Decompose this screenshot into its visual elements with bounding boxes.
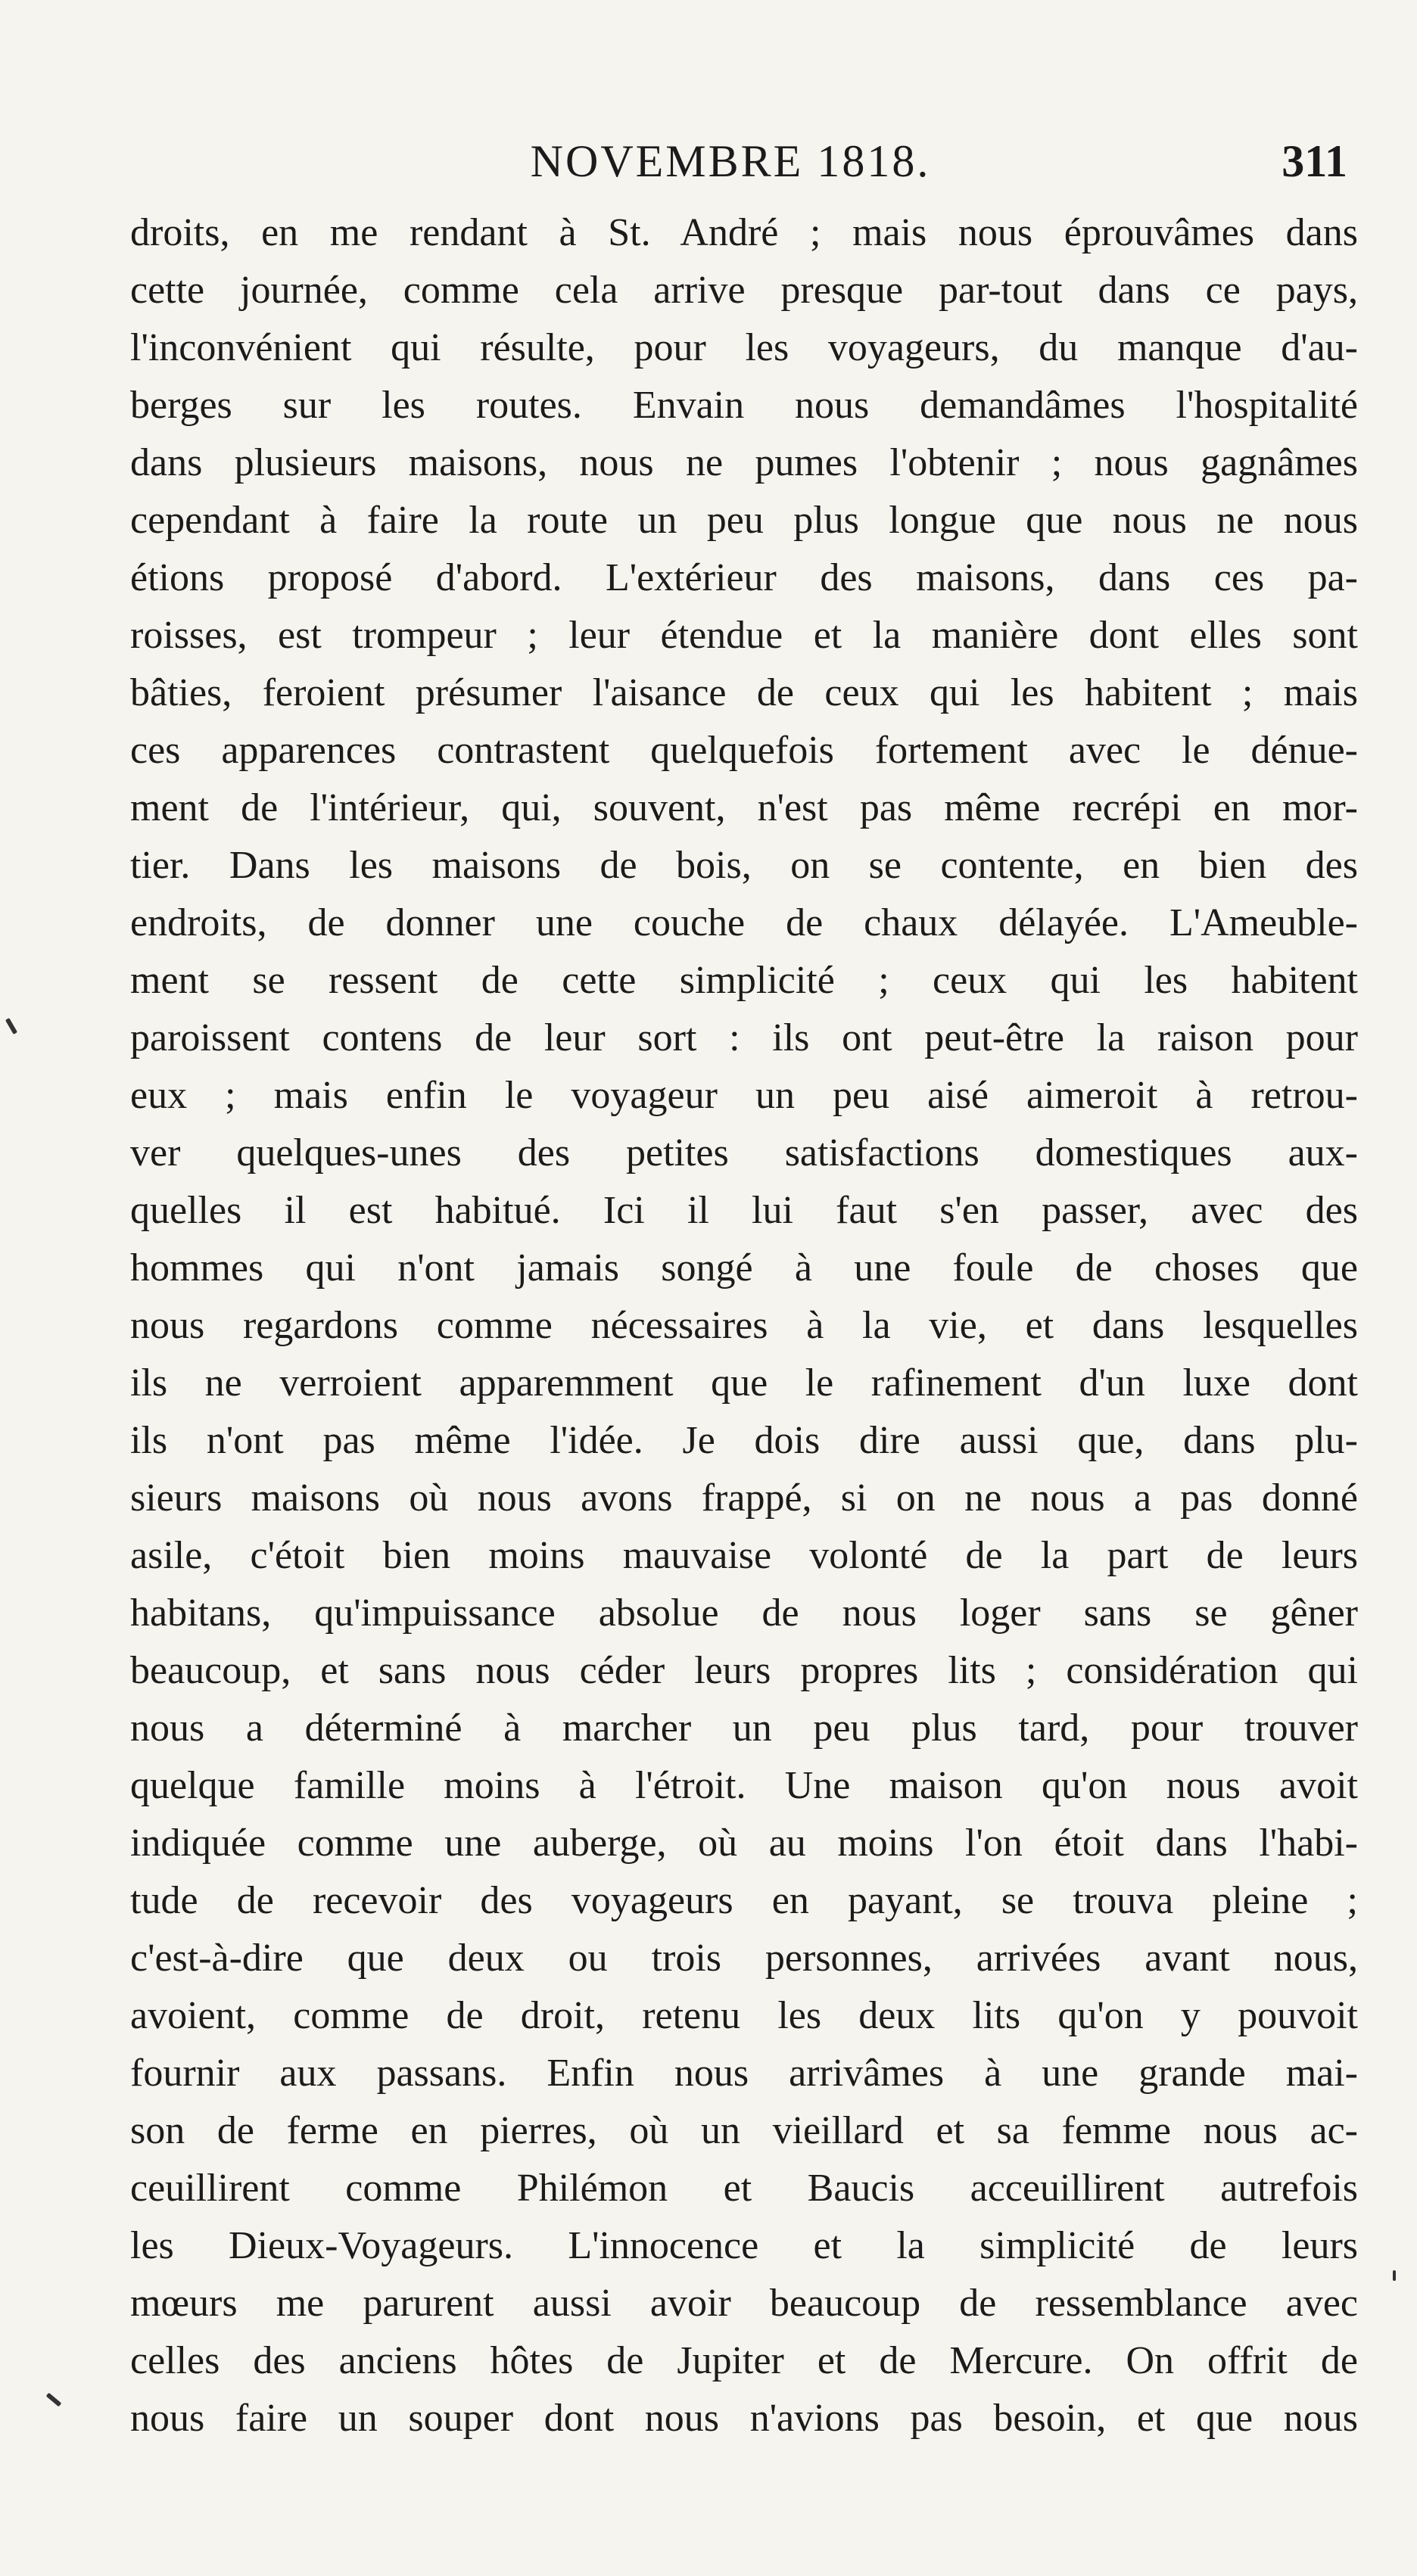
text-line: ceuillirent comme Philémon et Baucis acceuillirent autrefois [130, 2167, 1358, 2210]
text-line: indiquée comme une auberge, où au moins l'on étoit dans l'habi- [130, 1822, 1358, 1865]
text-line: roisses, est trompeur ; leur étendue et la manière dont elles sont [130, 614, 1358, 657]
text-line: nous a déterminé à marcher un peu plus tard, pour trouver [130, 1706, 1358, 1750]
text-line: avoient, comme de droit, retenu les deux lits qu'on y pouvoit [130, 1994, 1358, 2037]
text-line: ces apparences contrastent quelquefois fortement avec le dénue- [130, 729, 1358, 772]
text-line: tude de recevoir des voyageurs en payant, se trouva pleine ; [130, 1879, 1358, 1922]
text-line: celles des anciens hôtes de Jupiter et de Mercure. On offrit de [130, 2339, 1358, 2382]
text-line: mœurs me parurent aussi avoir beaucoup de ressemblance avec [130, 2282, 1358, 2325]
text-line: quelles il est habitué. Ici il lui faut s'en passer, avec des [130, 1189, 1358, 1232]
text-line: l'inconvénient qui résulte, pour les voyageurs, du manque d'au- [130, 326, 1358, 369]
text-line: ment de l'intérieur, qui, souvent, n'est pas même recrépi en mor- [130, 786, 1358, 829]
text-line: nous faire un souper dont nous n'avions pas besoin, et que nous [130, 2397, 1358, 2440]
text-line: droits, en me rendant à St. André ; mais nous éprouvâmes dans [130, 211, 1358, 254]
text-line: ver quelques-unes des petites satisfactions domestiques aux- [130, 1131, 1358, 1174]
text-line: berges sur les routes. Envain nous demandâmes l'hospitalité [130, 384, 1358, 427]
text-line: habitans, qu'impuissance absolue de nous loger sans se gêner [130, 1591, 1358, 1635]
text-line: hommes qui n'ont jamais songé à une foule de choses que [130, 1246, 1358, 1290]
running-head [114, 127, 1347, 195]
page-number: 311 [1282, 136, 1347, 186]
text-line: cependant à faire la route un peu plus longue que nous ne nous [130, 499, 1358, 542]
text-line: c'est-à-dire que deux ou trois personnes, arrivées avant nous, [130, 1937, 1358, 1980]
margin-mark [5, 1018, 17, 1034]
text-line: dans plusieurs maisons, nous ne pumes l'obtenir ; nous gagnâmes [130, 441, 1358, 484]
text-line: ils ne verroient apparemment que le rafinement d'un luxe dont [130, 1361, 1358, 1405]
text-line: tier. Dans les maisons de bois, on se contente, en bien des [130, 844, 1358, 887]
text-line: asile, c'étoit bien moins mauvaise volonté de la part de leurs [130, 1534, 1358, 1577]
text-line: les Dieux-Voyageurs. L'innocence et la simplicité de leurs [130, 2224, 1358, 2267]
text-line: bâties, feroient présumer l'aisance de ceux qui les habitent ; mais [130, 671, 1358, 714]
text-line: ils n'ont pas même l'idée. Je dois dire aussi que, dans plu- [130, 1419, 1358, 1462]
margin-mark [46, 2393, 62, 2407]
running-title: NOVEMBRE 1818. [530, 136, 931, 186]
text-line: ment se ressent de cette simplicité ; ceux qui les habitent [130, 959, 1358, 1002]
text-line: eux ; mais enfin le voyageur un peu aisé aimeroit à retrou- [130, 1074, 1358, 1117]
text-line: fournir aux passans. Enfin nous arrivâmes à une grande mai- [130, 2052, 1358, 2095]
text-line: étions proposé d'abord. L'extérieur des maisons, dans ces pa- [130, 556, 1358, 599]
text-line: paroissent contens de leur sort : ils ont peut-être la raison pour [130, 1016, 1358, 1059]
text-line: beaucoup, et sans nous céder leurs propres lits ; considération qui [130, 1649, 1358, 1692]
text-line: nous regardons comme nécessaires à la vie, et dans lesquelles [130, 1304, 1358, 1347]
text-line: endroits, de donner une couche de chaux délayée. L'Ameuble- [130, 901, 1358, 944]
text-line: sieurs maisons où nous avons frappé, si on ne nous a pas donné [130, 1476, 1358, 1520]
text-line: son de ferme en pierres, où un vieillard et sa femme nous ac- [130, 2109, 1358, 2152]
text-line: cette journée, comme cela arrive presque par-tout dans ce pays, [130, 269, 1358, 312]
text-line: quelque famille moins à l'étroit. Une maison qu'on nous avoit [130, 1764, 1358, 1807]
margin-mark [1393, 2270, 1396, 2281]
body-text [130, 204, 1358, 2447]
